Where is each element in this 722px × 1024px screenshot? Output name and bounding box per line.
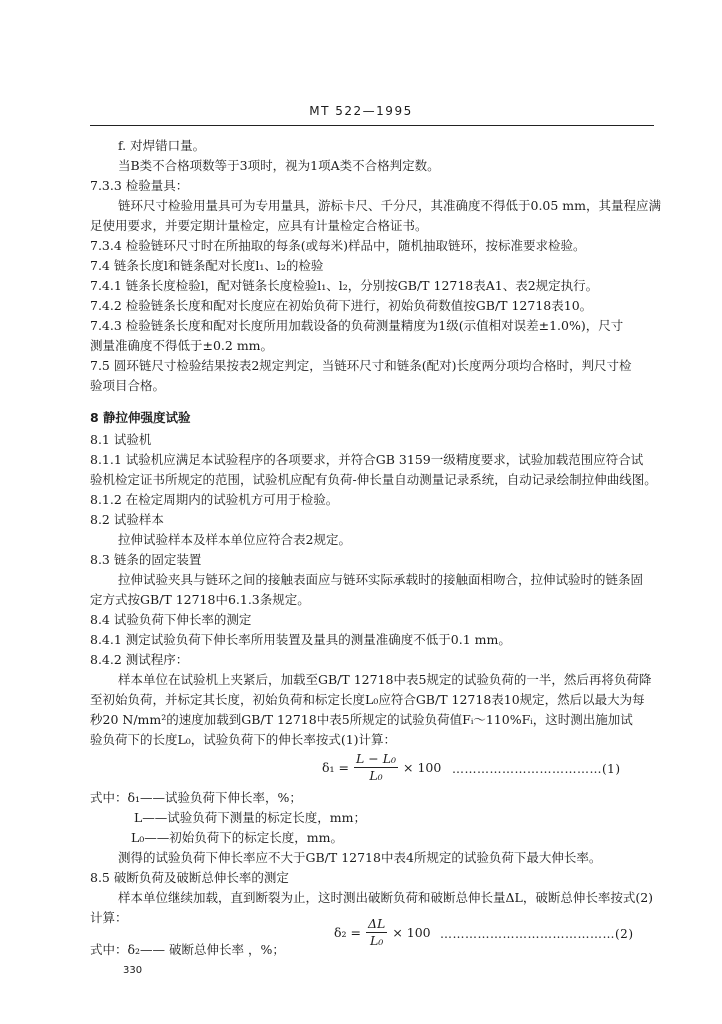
variable-definition: 式中：δ₂—— 破断总伸长率 ，%； <box>90 942 285 957</box>
equation-1 <box>322 752 441 783</box>
header-rule <box>90 125 654 126</box>
text-line: 至初始负荷，并标定其长度，初始负荷和标定长度L₀应符合GB/T 12718表10规定，然后以最大为每 <box>90 692 645 707</box>
clause-heading: 8.4.2 测试程序： <box>90 652 189 667</box>
fraction-numerator: ΔL <box>367 916 386 931</box>
clause-heading: 8.4 试验负荷下伸长率的测定 <box>90 612 252 627</box>
variable-definition: 式中：δ₁——试验负荷下伸长率，%； <box>90 790 302 805</box>
text-line: 拉伸试验夹具与链环之间的接触表面应与链环实际承载时的接触面相吻合，拉伸试验时的链条固 <box>118 572 644 587</box>
text-line: 测量准确度不得低于±0.2 mm。 <box>90 338 274 353</box>
text-line: 验负荷下的长度L₀，试验负荷下的伸长率按式(1)计算： <box>90 732 397 747</box>
text-line: 链环尺寸检验用量具可为专用量具，游标卡尺、千分尺，其准确度不得低于0.05 mm，其量程应满 <box>118 198 662 213</box>
text-line: 样本单位在试验机上夹紧后，加载至GB/T 12718中表5规定的试验负荷的一半，然后再将负荷降 <box>118 672 652 687</box>
text-line: 计算： <box>90 910 128 925</box>
clause-heading: 7.3.3 检验量具： <box>90 178 189 193</box>
clause-heading: 7.4.3 检验链条长度和配对长度所用加载设备的负荷测量精度为1级(示值相对误差±1.0%)，尺寸 <box>90 318 624 333</box>
clause-heading: 8.1 试验机 <box>90 432 152 447</box>
text-line: 拉伸试验样本及样本单位应符合表2规定。 <box>118 532 351 547</box>
equation-fraction <box>354 752 398 783</box>
clause-heading: 7.4.1 链条长度检验l，配对链条长度检验l₁、l₂，分别按GB/T 12718表A1、表2规定执行。 <box>90 278 599 293</box>
equation-number: ………………………………(1) <box>452 762 621 776</box>
equation-rhs: × 100 <box>392 925 431 940</box>
page-number: 330 <box>123 965 143 976</box>
fraction-denominator: L₀ <box>369 933 384 948</box>
text-line: 测得的试验负荷下伸长率应不大于GB/T 12718中表4所规定的试验负荷下最大伸长率。 <box>118 850 602 865</box>
clause-heading: 8.4.1 测定试验负荷下伸长率所用装置及量具的测量准确度不低于0.1 mm。 <box>90 632 511 647</box>
standard-number-header: MT 522—1995 <box>309 104 413 118</box>
equation-lhs: δ₂ = <box>334 925 361 940</box>
text-line: 足使用要求，并要定期计量检定，应具有计量检定合格证书。 <box>90 218 428 233</box>
text-line: 验机检定证书所规定的范围，试验机应配有负荷-伸长量自动测量记录系统，自动记录绘制拉伸曲线图。 <box>90 472 657 487</box>
clause-heading: 7.3.4 检验链环尺寸时在所抽取的每条(或每米)样品中，随机抽取链环，按标准要求检验。 <box>90 238 586 253</box>
clause-heading: 8.1.1 试验机应满足本试验程序的各项要求，并符合GB 3159一级精度要求，试验加载范围应符合试 <box>90 452 644 467</box>
clause-heading: 8.2 试验样本 <box>90 512 164 527</box>
equation-2 <box>334 917 431 948</box>
text-line: 验项目合格。 <box>90 378 166 393</box>
clause-heading: 8.3 链条的固定装置 <box>90 552 202 567</box>
text-line: 样本单位继续加载，直到断裂为止，这时测出破断负荷和破断总伸长量ΔL，破断总伸长率按式(2) <box>118 890 654 905</box>
equation-number: ……………………………………(2) <box>440 927 634 941</box>
clause-heading: 7.5 圆环链尺寸检验结果按表2规定判定，当链环尺寸和链条(配对)长度两分项均合格时，判尺寸检 <box>90 358 632 373</box>
fraction-denominator: L₀ <box>369 768 383 783</box>
text-line: 秒20 N/mm²的速度加载到GB/T 12718中表5所规定的试验负荷值Fᵢ～110%Fᵢ，这时测出施加试 <box>90 712 633 727</box>
section-heading: 8 静拉伸强度试验 <box>90 410 191 425</box>
fraction-numerator: L − L₀ <box>355 751 397 766</box>
equation-lhs: δ₁ = <box>322 760 349 775</box>
variable-definition: L₀——初始负荷下的标定长度，mm。 <box>131 830 344 845</box>
text-line: f. 对焊错口量。 <box>118 138 206 153</box>
clause-heading: 7.4.2 检验链条长度和配对长度应在初始负荷下进行，初始负荷数值按GB/T 12718表10。 <box>90 298 593 313</box>
equation-rhs: × 100 <box>403 760 442 775</box>
clause-heading: 8.5 破断负荷及破断总伸长率的测定 <box>90 870 289 885</box>
equation-fraction <box>366 917 387 948</box>
text-line: 当B类不合格项数等于3项时，视为1项A类不合格判定数。 <box>118 158 440 173</box>
clause-heading: 8.1.2 在检定周期内的试验机方可用于检验。 <box>90 492 339 507</box>
clause-heading: 7.4 链条长度l和链条配对长度l₁、l₂的检验 <box>90 258 324 273</box>
text-line: 定方式按GB/T 12718中6.1.3条规定。 <box>90 592 310 607</box>
variable-definition: L——试验负荷下测量的标定长度，mm； <box>134 810 367 825</box>
